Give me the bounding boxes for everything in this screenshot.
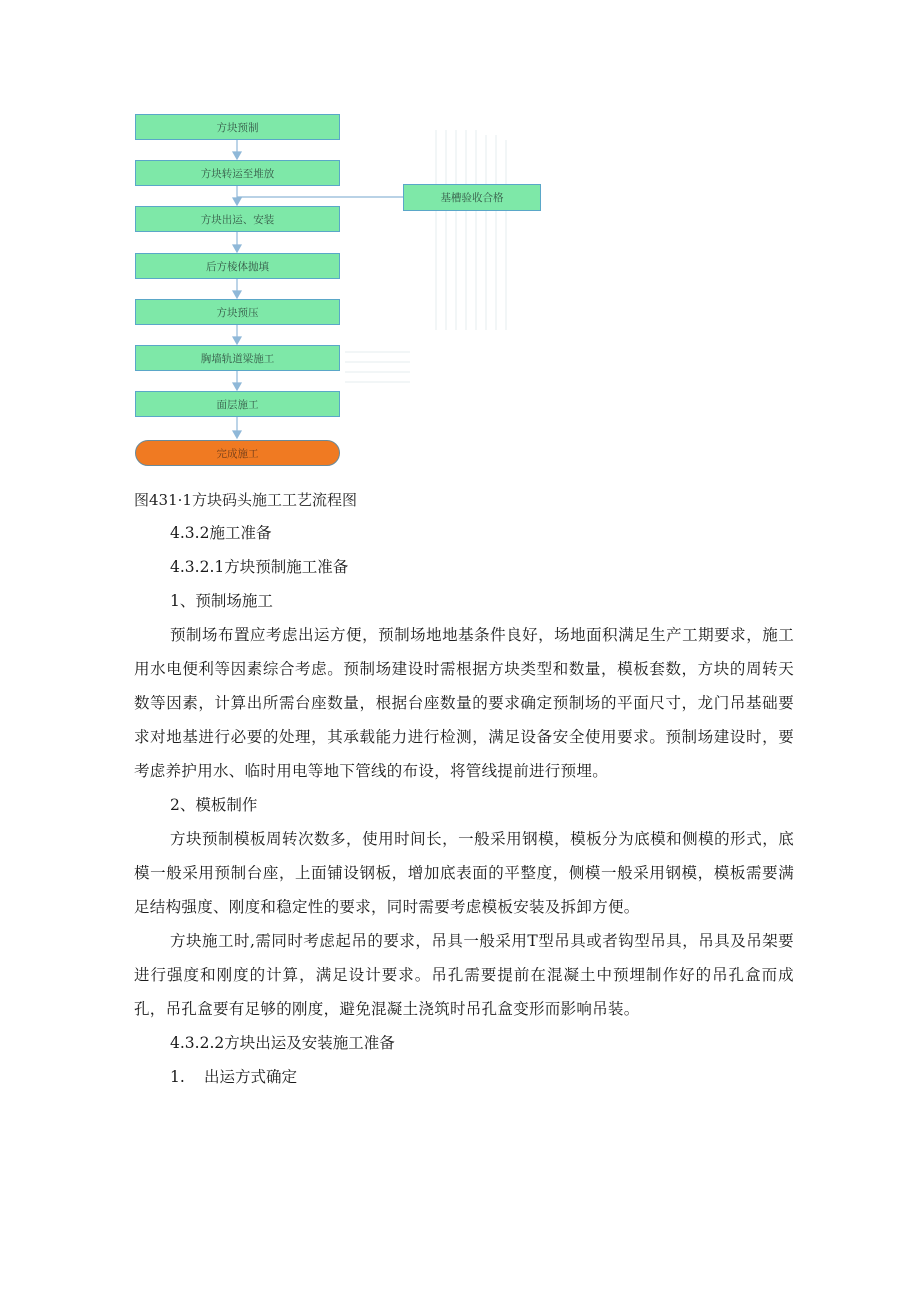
faint-artifact-lines [345, 130, 506, 382]
flow-step-backfill: 后方棱体抛填 [135, 253, 340, 279]
flow-step-preload: 方块预压 [135, 299, 340, 325]
section-heading-4321: 4.3.2.1方块预制施工准备 [170, 558, 349, 576]
flow-step-transfer: 方块转运至堆放 [135, 160, 340, 186]
section-heading-432: 4.3.2施工准备 [170, 524, 272, 542]
document-body [134, 516, 794, 1094]
arrowhead-4 [233, 291, 241, 298]
arrowhead-2 [233, 198, 241, 205]
flow-step-prefab: 方块预制 [135, 114, 340, 140]
arrowhead-1 [233, 152, 241, 159]
arrowhead-6 [233, 383, 241, 390]
flow-step-crown-wall: 胸墙轨道梁施工 [135, 345, 340, 371]
subheading-prefab-yard: 1、预制场施工 [170, 592, 273, 610]
flow-step-trench-acceptance: 基槽验收合格 [403, 184, 541, 211]
list-text: 出运方式确定 [204, 1068, 298, 1086]
paragraph-lifting: 方块施工时,需同时考虑起吊的要求，吊具一般采用T型吊具或者钩型吊具，吊具及吊架要进行强度和刚度的计算，满足设计要求。吊孔需要提前在混凝土中预埋制作好的吊孔盒而成孔，吊孔盒要有足够的刚度，避免混凝土浇筑时吊孔盒变形而影响吊装。 [134, 932, 794, 1018]
paragraph-formwork: 方块预制模板周转次数多，使用时间长，一般采用钢模，模板分为底模和侧模的形式，底模一般采用预制台座，上面铺设钢板，增加底表面的平整度，侧模一般采用钢模，模板需要满足结构强度、刚度和稳定性的要求，同时需要考虑模板安装及拆卸方便。 [134, 830, 794, 916]
flow-step-surface: 面层施工 [135, 391, 340, 417]
paragraph-prefab-yard: 预制场布置应考虑出运方便，预制场地地基条件良好，场地面积满足生产工期要求，施工用水电便利等因素综合考虑。预制场建设时需根据方块类型和数量，模板套数，方块的周转天数等因素，计算出所需台座数量，根据台座数量的要求确定预制场的平面尺寸，龙门吊基础要求对地基进行必要的处理，其承载能力进行检测，满足设备安全使用要求。预制场建设时，要考虑养护用水、临时用电等地下管线的布设，将管线提前进行预埋。 [134, 626, 794, 780]
flow-step-complete: 完成施工 [135, 440, 340, 466]
process-flowchart [0, 0, 920, 490]
arrowhead-7 [233, 431, 241, 438]
subheading-shipping-method [134, 1060, 794, 1094]
section-heading-4322: 4.3.2.2方块出运及安装施工准备 [170, 1034, 395, 1052]
list-number: 1. [170, 1068, 185, 1086]
subheading-formwork: 2、模板制作 [170, 796, 258, 814]
arrowhead-3 [233, 245, 241, 252]
arrowhead-5 [233, 337, 241, 344]
flow-step-ship-install: 方块出运、安装 [135, 206, 340, 232]
figure-caption: 图431·1方块码头施工工艺流程图 [134, 491, 357, 509]
